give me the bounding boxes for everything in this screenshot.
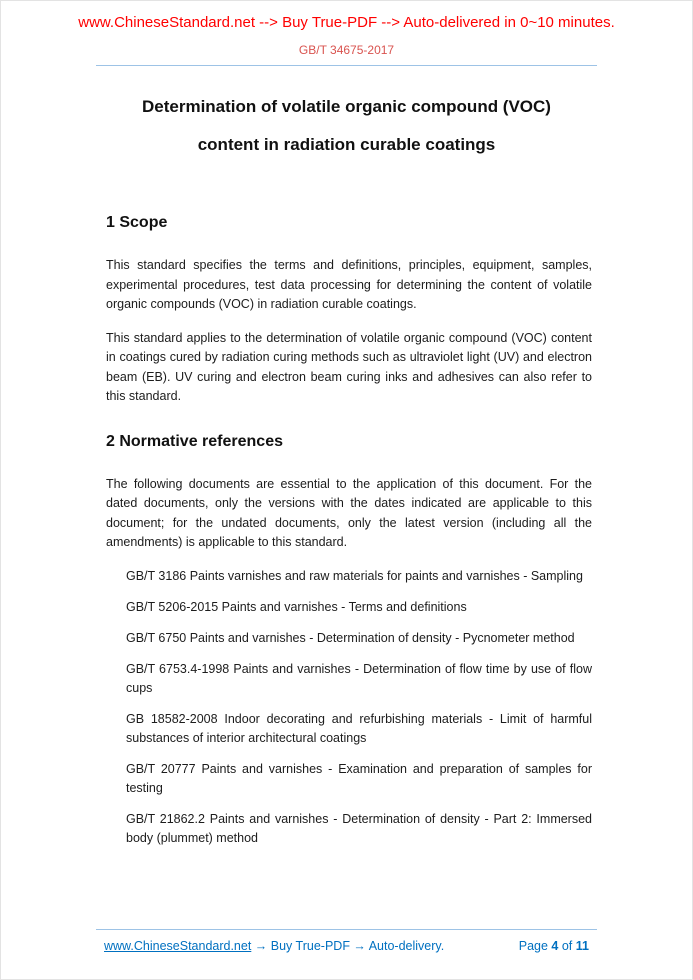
normative-references-intro: The following documents are essential to the application of this document. For the dated documents, only the versions with the dates indicated are applicable to this document; for the undated documents, only the latest version (including all the amendments) is applicable to this standard.: [106, 476, 592, 549]
reference-item: GB/T 3186 Paints varnishes and raw materials for paints and varnishes - Sampling: [126, 568, 583, 583]
standard-number: GB/T 34675-2017: [298, 43, 395, 57]
header-divider: [96, 65, 597, 66]
title-line-1: Determination of volatile organic compound (VOC): [142, 97, 551, 116]
page-indicator: [519, 939, 589, 953]
footer-promo-text: → Buy True-PDF → Auto-delivery.: [254, 939, 445, 953]
scope-paragraph-2: This standard applies to the determination of volatile organic compound (VOC) content in coatings cured by radiation curing methods such as ultraviolet light (UV) and electron beam (EB). UV curing and electron beam curing inks and adhesives can also refer to this standard.: [106, 330, 592, 403]
page-footer: [1, 929, 692, 953]
footer-promo: [104, 939, 444, 953]
promo-banner: www.ChineseStandard.net --> Buy True-PDF --> Auto-delivered in 0~10 minutes.: [78, 14, 615, 31]
document-title: [61, 88, 632, 164]
page-current: 4: [551, 939, 559, 953]
section-heading-scope: 1 Scope: [106, 214, 168, 231]
document-body: [106, 214, 592, 848]
reference-item: GB/T 6753.4-1998 Paints and varnishes - Determination of flow time by use of flow cups: [126, 661, 592, 695]
footer-divider: [96, 929, 597, 930]
page-total: 11: [575, 939, 589, 953]
reference-item: GB/T 21862.2 Paints and varnishes - Determination of density - Part 2: Immersed body (plummet) method: [126, 811, 592, 845]
scope-paragraph-1: This standard specifies the terms and definitions, principles, equipment, samples, experimental procedures, test data processing for determining the content of volatile organic compounds (VOC) in radiation curable coatings.: [106, 258, 592, 311]
section-heading-normative-references: 2 Normative references: [106, 432, 283, 450]
reference-item: GB/T 20777 Paints and varnishes - Examination and preparation of samples for testing: [126, 761, 592, 795]
page-of-label: of: [561, 939, 573, 953]
reference-item: GB/T 6750 Paints and varnishes - Determination of density - Pycnometer method: [126, 630, 575, 645]
title-line-2: content in radiation curable coatings: [197, 135, 496, 154]
page-label: Page: [518, 939, 548, 953]
reference-item: GB 18582-2008 Indoor decorating and refurbishing materials - Limit of harmful substances of interior architectural coatings: [126, 711, 592, 745]
reference-item: GB/T 5206-2015 Paints and varnishes - Terms and definitions: [126, 599, 467, 614]
footer-site-link[interactable]: www.ChineseStandard.net: [104, 939, 252, 953]
